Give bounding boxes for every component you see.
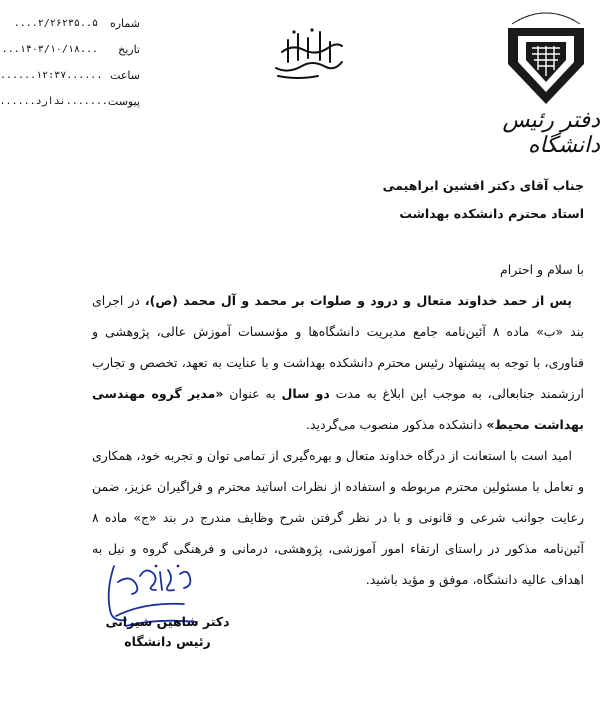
appointment-as: به عنوان	[223, 386, 282, 401]
opening-praise: پس از حمد خداوند متعال و درود و صلوات بر محمد و آل محمد (ص)،	[144, 293, 572, 308]
addressee-name: جناب آقای دکتر افشین ابراهیمی	[382, 178, 584, 193]
addressee-position: استاد محترم دانشکده بهداشت	[399, 206, 584, 221]
letter-body	[92, 254, 584, 595]
office-title: دفتر رئیس دانشگاه	[502, 108, 600, 158]
meta-time-value: ......۱۲:۳۷......	[0, 69, 103, 81]
appointment-closing: دانشکده مذکور منصوب می‌گردید.	[306, 417, 487, 432]
appointment-role: «مدیر گروه مهندسی بهداشت محیط»	[92, 386, 584, 432]
meta-number-row	[0, 10, 140, 36]
meta-date-row	[0, 36, 140, 62]
appointment-text: در اجرای بند «ب» ماده ۸ آئین‌نامه جامع مدیریت دانشگاه‌ها و مؤسسات آموزش عالی، پژوهشی و فناوری، با توجه به پیشنهاد رئیس محترم دانشکده بهداشت و با عنایت به تعهد، تخصص و تجارب ارزشمند جنابعالی، به موجب این ابلاغ به مدت	[92, 293, 584, 401]
meta-attachment-row	[0, 88, 140, 114]
greeting: با سلام و احترام	[500, 262, 584, 277]
signer-block	[100, 612, 235, 652]
meta-attachment-value: ......ندارد.......	[0, 95, 108, 107]
meta-number-value: ....۲/۲۶۲۳۵..۵	[13, 17, 98, 29]
signer-title: رئیس دانشگاه	[124, 634, 211, 649]
meta-time-row	[0, 62, 140, 88]
university-emblem-icon	[498, 4, 594, 108]
letter-meta	[0, 10, 140, 114]
meta-time-label: ساعت	[110, 68, 140, 82]
meta-number-label: شماره	[109, 16, 140, 30]
paragraph-wishes: امید است با استعانت از درگاه خداوند متعال و بهره‌گیری از تمامی توان و تجربه خود، همکاری و تعامل با مسئولین محترم مربوطه و استفاده از نظرات اساتید محترم و فراگیران عزیز، ضمن رعایت جوانب شرعی و قانونی و با در نظر گرفتن شرح وظایف مندرج در بند «ج» ماده ۸ آئین‌نامه مذکور در راستای ارتقاء امور آموزشی، پژوهشی، درمانی و فرهنگی گروه و نیل به اهداف عالیه دانشگاه، موفق و مؤید باشید.	[92, 448, 584, 587]
appointment-duration: دو سال	[281, 386, 330, 401]
meta-attachment-label: پیوست	[107, 94, 140, 108]
addressee-block	[383, 172, 584, 228]
paragraph-appointment	[92, 285, 584, 440]
meta-date-label: تاریخ	[118, 42, 140, 56]
besmellah-calligraphy-icon	[268, 22, 348, 82]
meta-date-value: ...۱۴۰۳/۱۰/۱۸...	[1, 43, 98, 55]
signer-name: دکتر شاهین شیرانی	[105, 614, 230, 629]
